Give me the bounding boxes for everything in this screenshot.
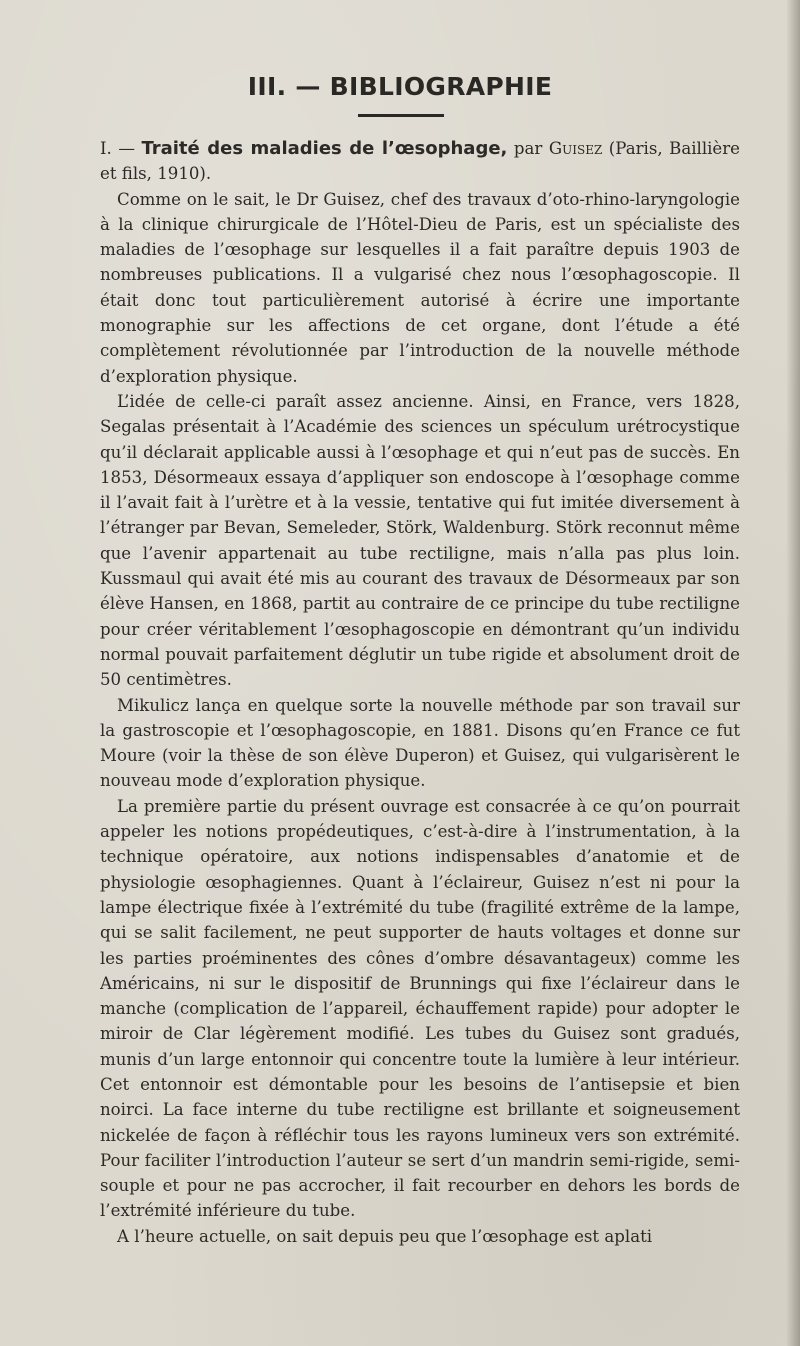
paragraph-3: Mikulicz lança en quelque sorte la nouvelle méthode par son travail sur la gastroscopie et l’œsophagoscopie, en 1881. Disons qu’en France ce fut Moure (voir la thèse de son élève Duperon) et Guisez, qui vulgarisèrent le nouveau mode d’exploration physique.	[100, 695, 740, 791]
entry-citation	[100, 136, 740, 187]
paragraph-5: A l’heure actuelle, on sait depuis peu que l’œsophage est aplati	[117, 1226, 653, 1246]
entry-title: Traité des maladies de l’œsophage,	[141, 138, 508, 159]
section-heading: III. — BIBLIOGRAPHIE	[247, 72, 553, 101]
entry-number: I. —	[100, 139, 142, 158]
paragraph-4: La première partie du présent ouvrage est consacrée à ce qu’on pourrait appeler les notions propédeutiques, c’est-à-dire à l’instrumentation, à la technique opératoire, aux notions indispensables d’anatomie et de physiologie œsophagiennes. Quant à l’éclaireur, Guisez n’est ni pour la lampe électrique fixée à l’extrémité du tube (fragilité extrême de la lampe, qui se salit facilement, ne peut supporter de hauts voltages et donne sur les parties proéminentes des cônes d’ombre désavantageux) comme les Américains, ni sur le dispositif de Brunnings qui fixe l’éclaireur dans le manche (complication de l’appareil, échauffement rapide) pour adopter le miroir de Clar légèrement modifié. Les tubes du Guisez sont gradués, munis d’un large entonnoir qui concentre toute la lumière à leur intérieur. Cet entonnoir est démontable pour les besoins de l’antisepsie et bien noirci. La face interne du tube rectiligne est brillante et soigneusement nickelée de façon à réfléchir tous les rayons lumineux vers son extrémité. Pour faciliter l’introduction l’auteur se sert d’un mandrin semi-rigide, semi-souple et pour ne pas accrocher, il fait recourber en dehors les bords de l’extrémité inférieure du tube.	[100, 796, 740, 1221]
entry-by: par	[507, 139, 549, 158]
entry-author: Guisez	[548, 139, 603, 158]
entry-publication: (Paris, Baillière et fils, 1910).	[100, 139, 741, 184]
heading-rule	[358, 114, 444, 117]
page-edge-shadow	[786, 0, 800, 1346]
bibliography-body	[100, 136, 740, 1249]
paragraph-1: Comme on le sait, le Dr Guisez, chef des travaux d’oto-rhino-laryngologie à la clinique chirurgicale de l’Hôtel-Dieu de Paris, est un spécialiste des maladies de l’œsophage sur lesquelles il a fait paraître depuis 1903 de nombreuses publications. Il a vulgarisé chez nous l’œsophagoscopie. Il était donc tout particulièrement autorisé à écrire une importante monographie sur les affections de cet organe, dont l’étude a été complètement révolutionnée par l’introduction de la nouvelle méthode d’exploration physique.	[100, 189, 740, 386]
paragraph-2: L’idée de celle-ci paraît assez ancienne. Ainsi, en France, vers 1828, Segalas présentait à l’Académie des sciences un spéculum urétrocystique qu’il déclarait applicable aussi à l’œsophage et qui n’eut pas de succès. En 1853, Désormeaux essaya d’appliquer son endoscope à l’œsophage comme il l’avait fait à l’urètre et à la vessie, tentative qui fut imitée diversement à l’étranger par Bevan, Semeleder, Störk, Waldenburg. Störk reconnut même que l’avenir appartenait au tube rectiligne, mais n’alla pas plus loin. Kussmaul qui avait été mis au courant des travaux de Désormeaux par son élève Hansen, en 1868, partit au contraire de ce principe du tube rectiligne pour créer véritablement l’œsophagoscopie en démontrant qu’un individu normal pouvait parfaitement déglutir un tube rigide et absolument droit de 50 centimètres.	[100, 391, 740, 690]
